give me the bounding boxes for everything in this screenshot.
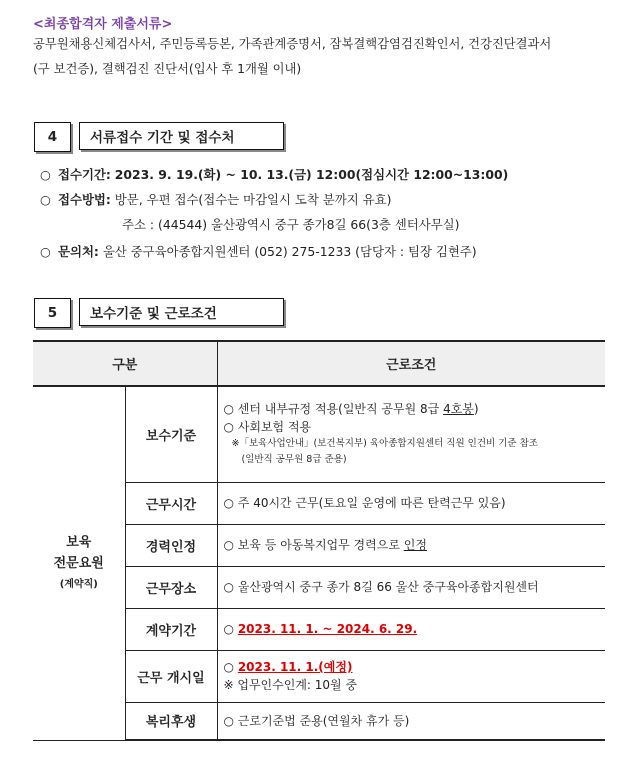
table-header-row	[33, 341, 605, 386]
method-line	[40, 190, 391, 208]
contact-label: 문의처:	[58, 244, 99, 259]
label-contract: 계약기간	[125, 608, 217, 650]
label-place: 근무장소	[125, 566, 217, 608]
value-start: ○ 2023. 11. 1.(예정) ※ 업무인수인계: 10월 중	[217, 650, 605, 702]
period-label: 접수기간:	[58, 167, 111, 182]
value-place: ○ 울산광역시 중구 종가 8길 66 울산 중구육아종합지원센터	[217, 566, 605, 608]
header-conditions: 근로조건	[217, 341, 605, 386]
value-career: ○ 보육 등 아동복지업무 경력으로 인정	[217, 524, 605, 566]
final-docs-line-2: (구 보건증), 결핵검진 진단서(입사 후 1개월 이내)	[33, 62, 302, 76]
table-row	[33, 386, 605, 482]
section-5-title: 보수기준 및 근로조건	[79, 298, 284, 326]
address-line: 주소 : (44544) 울산광역시 중구 종가8길 66(3층 센터사무실)	[122, 217, 460, 232]
method-label: 접수방법:	[58, 192, 111, 207]
label-pay: 보수기준	[125, 386, 217, 482]
contact-line	[40, 242, 477, 260]
value-welfare: ○ 근로기준법 준용(연월차 휴가 등)	[217, 702, 605, 740]
value-pay: ○ 센터 내부규정 적용(일반직 공무원 8급 4호봉) ○ 사회보험 적용 ※「보육사업안내」(보건복지부) 육아종합지원센터 직원 인건비 기준 참조 (일반직 공무원 8급 준용)	[217, 386, 605, 482]
category-line-2: 전문요원	[53, 555, 104, 571]
label-career: 경력인정	[125, 524, 217, 566]
pay-note-2: (일반직 공무원 8급 준용)	[241, 454, 347, 466]
section-4-title: 서류접수 기간 및 접수처	[79, 122, 284, 150]
pay-note-1: ※「보육사업안내」(보건복지부) 육아종합지원센터 직원 인건비 기준 참조	[231, 438, 538, 450]
final-docs-line-1: 공무원채용신체검사서, 주민등록등본, 가족관계증명서, 잠복결핵감염검진확인서, 건강진단결과서	[33, 37, 552, 51]
section-4-number: 4	[34, 122, 71, 152]
label-hours: 근무시간	[125, 482, 217, 524]
section-5-number: 5	[34, 298, 71, 328]
category-line-3: (계약직)	[59, 578, 98, 590]
contact-value: 울산 중구육아종합지원센터 (052) 275-1233 (담당자 : 팀장 김현주)	[102, 244, 477, 259]
value-contract: ○ 2023. 11. 1. ~ 2024. 6. 29.	[217, 608, 605, 650]
final-docs-title: <최종합격자 제출서류>	[33, 17, 173, 32]
category-cell	[33, 386, 125, 740]
period-line	[40, 165, 508, 183]
label-welfare: 복리후생	[125, 702, 217, 740]
header-category: 구분	[33, 341, 217, 386]
bullet-circle: ○	[40, 167, 51, 182]
category-line-1: 보육	[66, 534, 92, 550]
bullet-circle: ○	[40, 192, 51, 207]
value-hours: ○ 주 40시간 근무(토요일 운영에 따른 탄력근무 있음)	[217, 482, 605, 524]
period-value: 2023. 9. 19.(화) ~ 10. 13.(금) 12:00(점심시간 12:00~13:00)	[114, 167, 509, 182]
conditions-table	[33, 340, 605, 741]
method-value: 방문, 우편 접수(접수는 마감일시 도착 분까지 유효)	[114, 192, 392, 207]
label-start: 근무 개시일	[125, 650, 217, 702]
bullet-circle: ○	[40, 244, 51, 259]
